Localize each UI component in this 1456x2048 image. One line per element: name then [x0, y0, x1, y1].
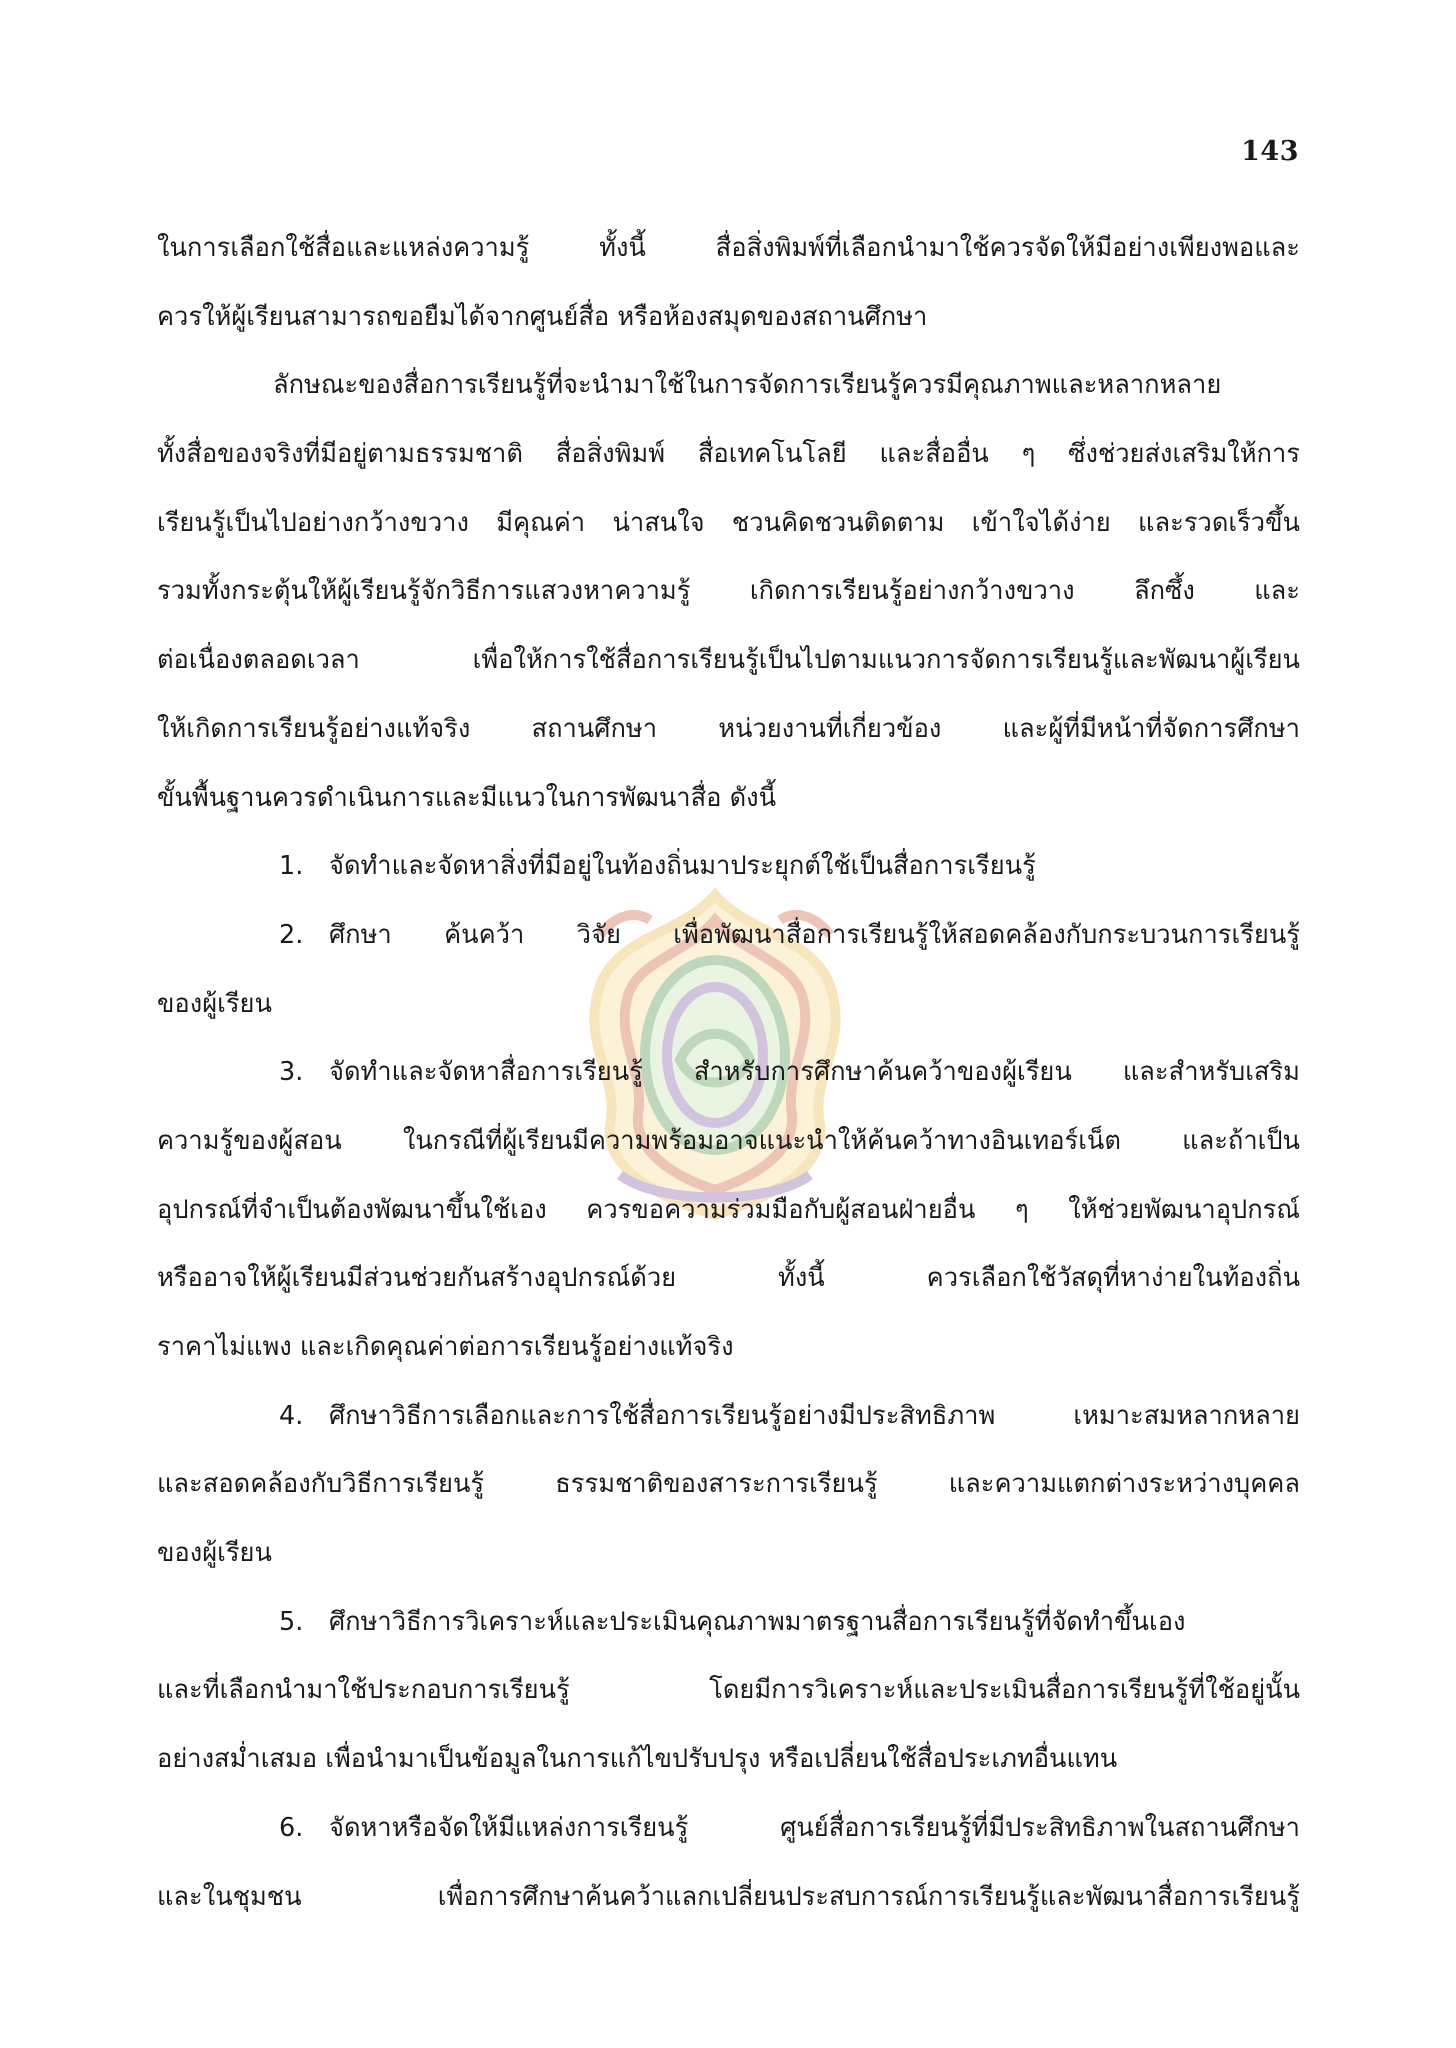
list-item — [157, 1038, 1300, 1107]
list-number: 3. — [279, 1057, 304, 1088]
list-number: 5. — [279, 1606, 304, 1637]
paragraph-line: ของผู้เรียน — [157, 988, 272, 1019]
paragraph-line: ราคาไม่แพง และเกิดคุณค่าต่อการเรียนรู้อย่างแท้จริง — [157, 1332, 734, 1362]
paragraph-line: ของผู้เรียน — [157, 1538, 272, 1569]
list-item — [157, 1382, 1300, 1451]
list-number: 6. — [279, 1812, 304, 1843]
list-item-text: ศึกษาวิธีการเลือกและการใช้สื่อการเรียนรู้อย่างมีประสิทธิภาพ เหมาะสมหลากหลาย — [329, 1400, 1300, 1431]
paragraph-line: อย่างสม่ำเสมอ เพื่อนำมาเป็นข้อมูลในการแก้ไขปรับปรุง หรือเปลี่ยนใช้สื่อประเภทอื่นแทน — [157, 1744, 1118, 1775]
paragraph-line: ความรู้ของผู้สอน ในกรณีที่ผู้เรียนมีความพร้อมอาจแนะนำให้ค้นคว้าทางอินเทอร์เน็ต และถ้าเป็น — [157, 1125, 1300, 1156]
list-number: 4. — [279, 1400, 304, 1431]
paragraph-line: ต่อเนื่องตลอดเวลา เพื่อให้การใช้สื่อการเรียนรู้เป็นไปตามแนวการจัดการเรียนรู้และพัฒนาผู้เรียน — [157, 645, 1300, 676]
paragraph-line: และในชุมชน เพื่อการศึกษาค้นคว้าแลกเปลี่ยนประสบการณ์การเรียนรู้และพัฒนาสื่อการเรียนรู้ — [157, 1881, 1300, 1912]
paragraph-line: ขั้นพื้นฐานควรดำเนินการและมีแนวในการพัฒนาสื่อ ดังนี้ — [157, 782, 777, 813]
paragraph-line: ลักษณะของสื่อการเรียนรู้ที่จะนำมาใช้ในการจัดการเรียนรู้ควรมีคุณภาพและหลากหลาย — [273, 370, 1222, 401]
list-item — [157, 832, 1300, 901]
paragraph-line: และที่เลือกนำมาใช้ประกอบการเรียนรู้ โดยมีการวิเคราะห์และประเมินสื่อการเรียนรู้ที่ใช้อยู่นั้น — [157, 1675, 1300, 1706]
list-item-text: จัดทำและจัดหาสื่อการเรียนรู้ สำหรับการศึกษาค้นคว้าของผู้เรียน และสำหรับเสริม — [329, 1057, 1300, 1088]
list-number: 1. — [279, 851, 304, 882]
list-item-text: จัดทำและจัดหาสิ่งที่มีอยู่ในท้องถิ่นมาประยุกต์ใช้เป็นสื่อการเรียนรู้ — [329, 851, 1036, 882]
list-item-text: จัดหาหรือจัดให้มีแหล่งการเรียนรู้ ศูนย์สื่อการเรียนรู้ที่มีประสิทธิภาพในสถานศึกษา — [329, 1812, 1300, 1843]
paragraph-line: ให้เกิดการเรียนรู้อย่างแท้จริง สถานศึกษา หน่วยงานที่เกี่ยวข้อง และผู้ที่มีหน้าที่จัดการศึกษา — [157, 713, 1300, 744]
list-item-text: ศึกษา ค้นคว้า วิจัย เพื่อพัฒนาสื่อการเรียนรู้ให้สอดคล้องกับกระบวนการเรียนรู้ — [329, 919, 1300, 950]
paragraph-line: ควรให้ผู้เรียนสามารถขอยืมได้จากศูนย์สื่อ หรือห้องสมุดของสถานศึกษา — [157, 301, 928, 332]
list-number: 2. — [279, 919, 304, 950]
paragraph-line: ทั้งสื่อของจริงที่มีอยู่ตามธรรมชาติ สื่อสิ่งพิมพ์ สื่อเทคโนโลยี และสื่ออื่น ๆ ซึ่งช่วยส่งเสริมให้การ — [157, 439, 1300, 470]
list-item — [157, 1588, 1300, 1657]
paragraph-line: และสอดคล้องกับวิธีการเรียนรู้ ธรรมชาติของสาระการเรียนรู้ และความแตกต่างระหว่างบุคคล — [157, 1469, 1300, 1500]
paragraph-line: อุปกรณ์ที่จำเป็นต้องพัฒนาขึ้นใช้เอง ควรขอความร่วมมือกับผู้สอนฝ่ายอื่น ๆ ให้ช่วยพัฒนาอุปกรณ์ — [157, 1194, 1300, 1225]
paragraph-line: หรืออาจให้ผู้เรียนมีส่วนช่วยกันสร้างอุปกรณ์ด้วย ทั้งนี้ ควรเลือกใช้วัสดุที่หาง่ายในท้องถิ่น — [157, 1263, 1300, 1294]
paragraph-line: ในการเลือกใช้สื่อและแหล่งความรู้ ทั้งนี้ สื่อสิ่งพิมพ์ที่เลือกนำมาใช้ควรจัดให้มีอย่างเพียงพอและ — [157, 233, 1300, 263]
list-item-text: ศึกษาวิธีการวิเคราะห์และประเมินคุณภาพมาตรฐานสื่อการเรียนรู้ที่จัดทำขึ้นเอง — [329, 1606, 1186, 1637]
page-number: 143 — [1241, 136, 1299, 167]
paragraph-line: เรียนรู้เป็นไปอย่างกว้างขวาง มีคุณค่า น่าสนใจ ชวนคิดชวนติดตาม เข้าใจได้ง่าย และรวดเร็วขึ้น — [157, 507, 1300, 538]
body-text — [157, 214, 1300, 1931]
list-item — [157, 901, 1300, 970]
paragraph-line: รวมทั้งกระตุ้นให้ผู้เรียนรู้จักวิธีการแสวงหาความรู้ เกิดการเรียนรู้อย่างกว้างขวาง ลึกซึ้ง และ — [157, 576, 1300, 607]
list-item — [157, 1794, 1300, 1863]
